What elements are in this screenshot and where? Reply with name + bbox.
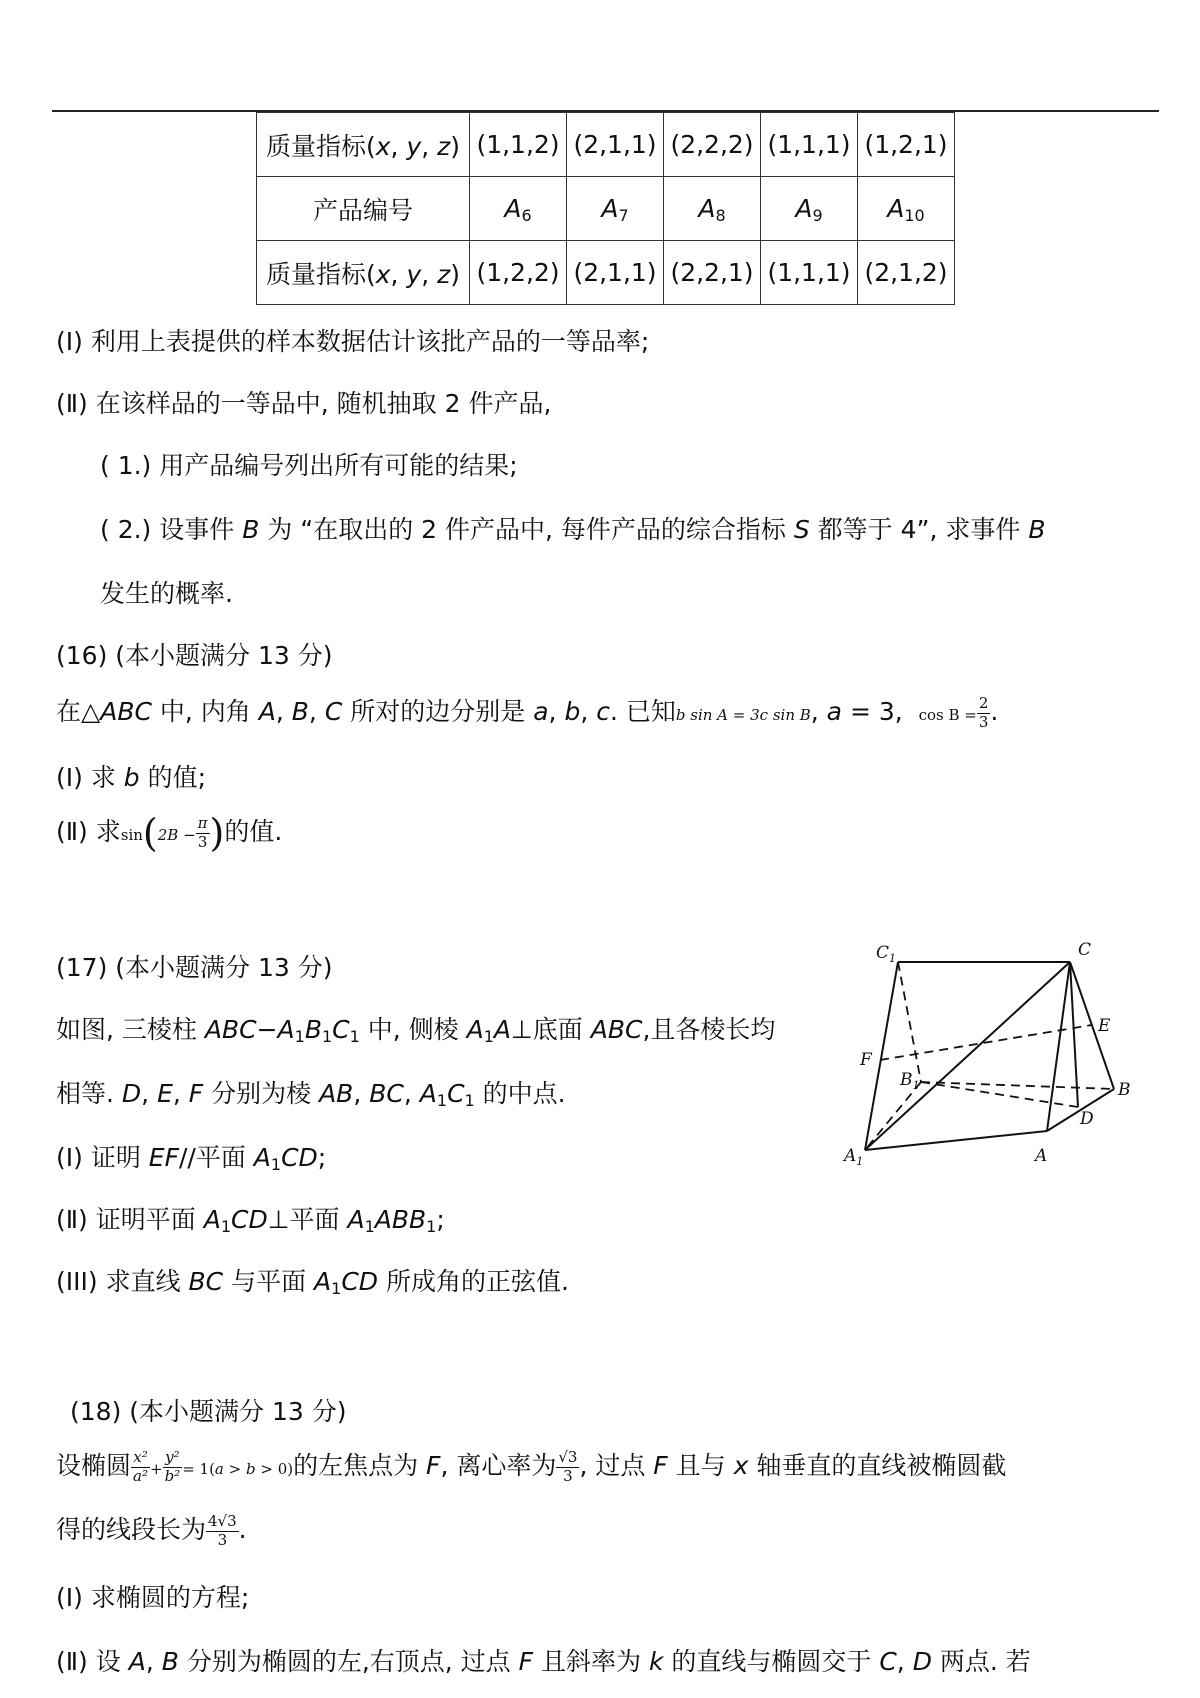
cos-b-label: cos B = [918,706,977,724]
table-cell: (1,1,1) [761,113,858,177]
label-B1: $B_1$ [900,1070,920,1092]
table-cell: (2,1,1) [567,113,664,177]
table-cell: (1,2,2) [470,241,567,305]
q15-sub1: ( 1.) 用产品编号列出所有可能的结果; [100,451,518,480]
q16-header: (16) (本小题满分 13 分) [56,641,333,670]
table-row [257,113,955,177]
stem-formula: b sin A = 3c sin B [675,706,811,724]
label-B: B [1118,1080,1131,1100]
table-cell: $A_7$ [567,177,664,241]
row-label: 质量指标(x, y, z) [257,241,470,305]
q17-part2: (Ⅱ) 证明平面 $A_1CD\perp$平面 $A_1ABB_1$; [56,1205,445,1236]
table-row [257,241,955,305]
table-cell: $A_9$ [761,177,858,241]
label-E: E [1098,1016,1111,1036]
prism-figure [830,935,1140,1175]
q18-part2: (Ⅱ) 设 A, B 分别为椭圆的左,右顶点, 过点 F 且斜率为 k 的直线与椭圆交于 C, D 两点. 若 [56,1647,1031,1676]
table-cell: (2,2,1) [664,241,761,305]
q15-part2: (Ⅱ) 在该样品的一等品中, 随机抽取 2 件产品, [56,389,552,418]
table-cell: $A_8$ [664,177,761,241]
label-C1: $C_1$ [876,943,897,965]
label-A1: $A_1$ [844,1146,864,1168]
table-cell: (1,2,1) [858,113,955,177]
row-label: 产品编号 [257,177,470,241]
q17-part3: (III) 求直线 BC 与平面 $A_1CD$ 所成角的正弦值. [56,1267,569,1298]
q15-sub2-line1: ( 2.) 设事件 B 为 “在取出的 2 件产品中, 每件产品的综合指标 S 都等于 4”, 求事件 B [100,515,1046,544]
table-cell: $A_{10}$ [858,177,955,241]
q16-part1: (Ⅰ) 求 b 的值; [56,763,207,792]
row-label: 质量指标(x, y, z) [257,113,470,177]
q18-part1: (Ⅰ) 求椭圆的方程; [56,1583,250,1612]
q15-sub2-line2: 发生的概率. [100,579,233,608]
q17-line2: 相等. D, E, F 分别为棱 AB, BC, $A_1C_1$ 的中点. [56,1079,566,1110]
label-C: C [1078,940,1092,960]
label-F: F [860,1050,872,1070]
table-cell: (2,1,2) [858,241,955,305]
q17-part1: (Ⅰ) 证明 EF//平面 $A_1CD$; [56,1143,327,1174]
q18-header: (18) (本小题满分 13 分) [70,1397,347,1426]
q17-header: (17) (本小题满分 13 分) [56,953,333,982]
q17-line1: 如图, 三棱柱 $ABC-A_1B_1C_1$ 中, 侧棱 $A_1A\perp$底面 ABC,且各棱长均 [56,1015,776,1046]
q18-line2: 得的线段长为 $\frac{4√3}{3}$ . [56,1512,247,1549]
table-cell: $A_6$ [470,177,567,241]
q15-part1: (Ⅰ) 利用上表提供的样本数据估计该批产品的一等品率; [56,327,650,356]
table-cell: (1,1,1) [761,241,858,305]
q16-stem: 在△ABC 中, 内角 A, B, C 所对的边分别是 a, b, c. 已知b sin A = 3c sin B, a = 3, cos B = $\frac{2}{3}$ . [56,694,999,731]
label-A: A [1035,1146,1048,1166]
label-D: D [1080,1109,1094,1129]
quality-table [256,112,955,305]
cos-b-fraction: $\frac{2}{3}$ [978,694,989,731]
q18-stem: 设椭圆 $\frac{\text{x²}}{\text{a²}}$ + $\frac{\text{y²}}{\text{b²}}$ = 1(a > b > 0)的左焦点为 F, 离心率为 $\frac{√3}{3}$ , 过点 F 且与 x 轴垂直的直线被椭圆截 [56,1448,1007,1485]
q16-part2: (Ⅱ) 求sin(2B − $\frac{\pi}{3}$ )的值. [56,811,283,855]
table-row [257,177,955,241]
table-cell: (1,1,2) [470,113,567,177]
table-cell: (2,2,2) [664,113,761,177]
table-cell: (2,1,1) [567,241,664,305]
